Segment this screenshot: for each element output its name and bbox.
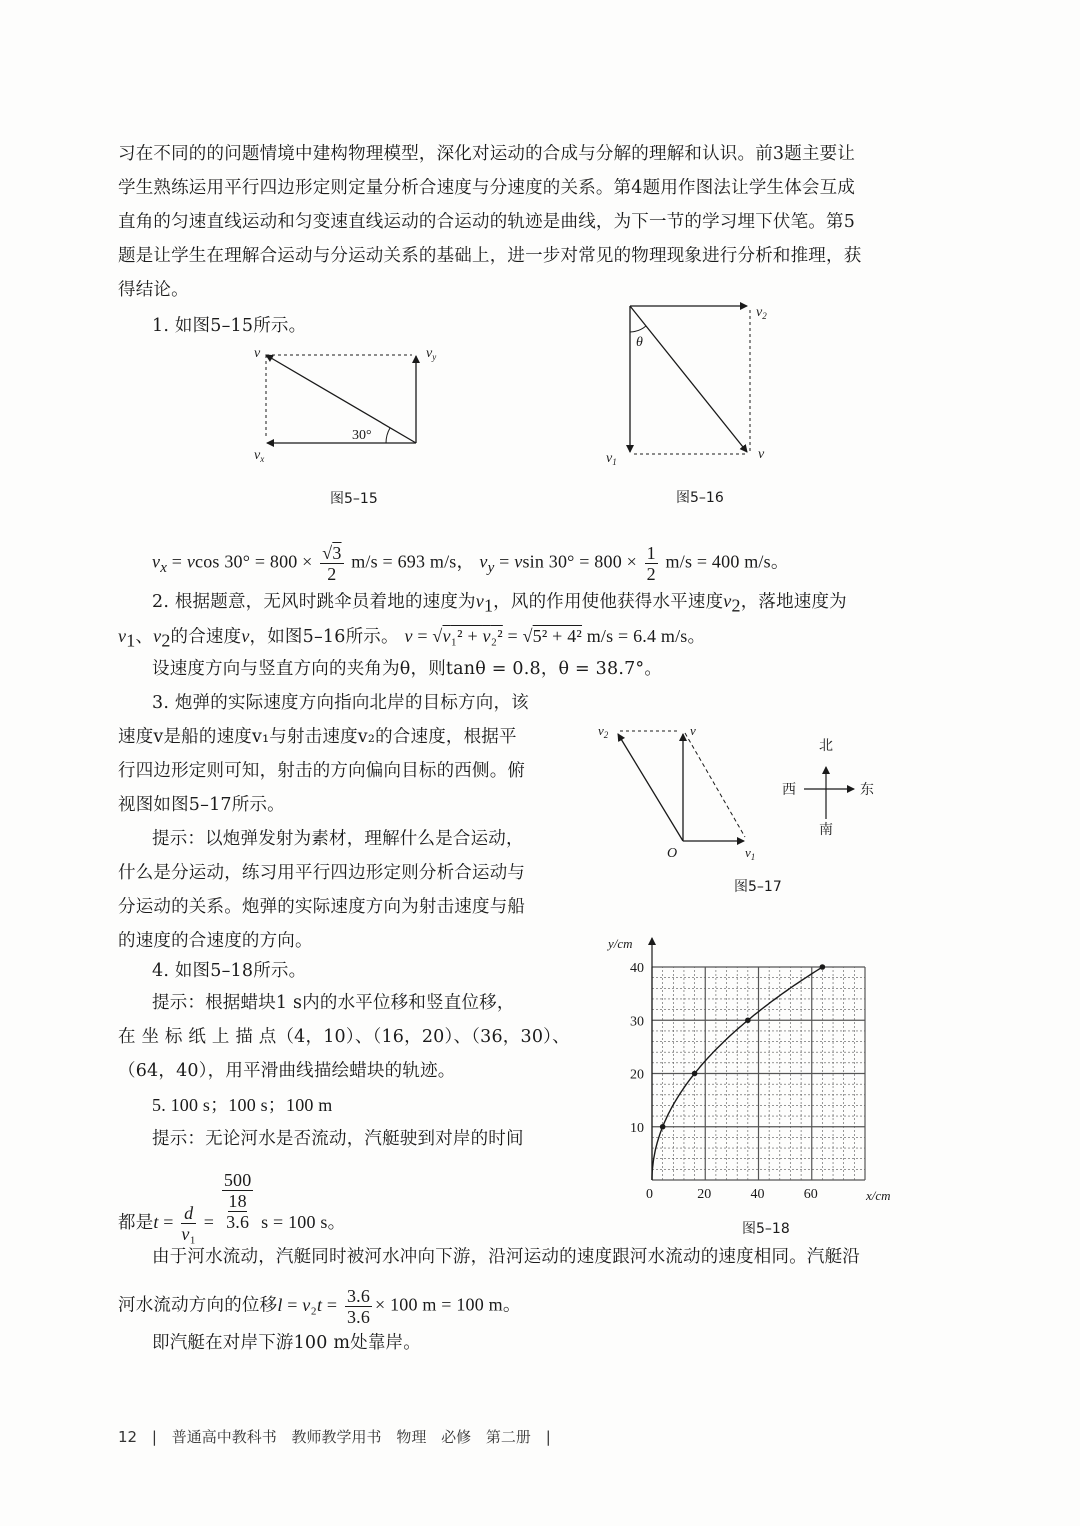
label-v1: $v_1$: [606, 451, 617, 467]
q2-text-e: ，如图5–16所示。: [249, 627, 399, 647]
q2-line-1: 2. 根据题意，无风时跳伞员着地的速度为$v_1$，风的作用使他获得水平速度$v_2$，落地速度为: [152, 591, 847, 616]
angle-label: 30°: [352, 428, 372, 443]
q5-equation: 都是t = $\frac{d}{\text{v₁}}$ = 500 18 3.6 s = 100 s。: [118, 1170, 346, 1245]
q5-para3-result: × 100 m = 100 m。: [375, 1294, 522, 1315]
label-v: v: [758, 447, 765, 462]
q1-text: 1. 如图5–15所示。: [152, 316, 307, 336]
intro-line-4: 题是让学生在理解合运动与分运动关系的基础上，进一步对常见的物理现象进行分析和推理，获: [118, 246, 862, 266]
y-tick-label: 40: [630, 961, 644, 976]
q5-eq-result: s = 100 s。: [261, 1212, 346, 1232]
x-axis-label: x/cm: [866, 1188, 891, 1203]
footer-sep-end: |: [545, 1428, 551, 1446]
q3-hint-2: 什么是分运动，练习用平行四边形定则分析合运动与: [118, 863, 526, 883]
compass-south: 南: [819, 822, 833, 838]
intro-line-3: 直角的匀速直线运动和匀变速直线运动的合运动的轨迹是曲线，为下一节的学习埋下伏笔。第5: [118, 212, 856, 232]
v2-vector: [618, 734, 683, 841]
page-footer: [118, 1426, 561, 1447]
intro-line-1: 习在不同的的问题情境中建构物理模型，深化对运动的合成与分解的理解和认识。前3题主要让: [118, 144, 856, 164]
footer-sep: |: [151, 1428, 157, 1446]
footer-book: 普通高中教科书: [171, 1428, 277, 1446]
label-v: v: [690, 723, 696, 738]
label-v2: $v_2$: [598, 723, 609, 740]
q4-hint-2: 在 坐 标 纸 上 描 点（4，10）、（16，20）、（36，30）、: [118, 1027, 570, 1047]
angle-arc: [386, 428, 390, 443]
q3-line-2: 速度v是船的速度v₁与射击速度v₂的合速度，根据平: [118, 727, 517, 747]
data-points: [660, 964, 825, 1129]
q3-line-3: 行四边形定则可知，射击的方向偏向目标的西侧。俯: [118, 761, 526, 781]
q3-hint-4: 的速度的合速度的方向。: [118, 931, 313, 951]
q2-line-3: 设速度方向与竖直方向的夹角为θ，则tanθ = 0.8，θ = 38.7°。: [152, 659, 663, 679]
q3-hint-3: 分运动的关系。炮弹的实际速度方向为射击速度与船: [118, 897, 526, 917]
q3-line-4: 视图如图5–17所示。: [118, 795, 285, 815]
x-tick-label: 20: [697, 1187, 712, 1202]
q4-hint-3: （64，40），用平滑曲线描绘蜡块的轨迹。: [118, 1061, 456, 1081]
compass-east: 东: [860, 782, 874, 798]
q5-text: 5. 100 s；100 s；100 m: [152, 1095, 333, 1115]
q5-para-4: 即汽艇在对岸下游100 m处靠岸。: [152, 1333, 421, 1353]
x-tick-label: 0: [646, 1187, 653, 1202]
fig-5-16-caption: 图5–16: [676, 490, 724, 506]
compass-west: 西: [782, 782, 796, 798]
label-origin: O: [667, 846, 678, 861]
tick-labels: [630, 961, 818, 1202]
label-v2: $v_2$: [756, 305, 767, 321]
q2-text-d: 的合速度: [170, 627, 242, 647]
footer-subtitle: 教师教学用书: [291, 1428, 382, 1446]
figure-5-16: [600, 292, 790, 514]
q2-result: m/s = 6.4 m/s。: [586, 626, 706, 646]
fig-5-17-caption: 图5–17: [734, 879, 782, 895]
label-vy: $v_y$: [426, 346, 437, 362]
y-axis-label: y/cm: [608, 936, 633, 951]
fig-5-15-caption: 图5–15: [330, 491, 378, 507]
x-tick-label: 40: [750, 1187, 765, 1202]
angle-theta: θ: [636, 335, 643, 350]
y-tick-label: 20: [630, 1067, 644, 1083]
label-v1: $v_1$: [745, 845, 756, 862]
intro-line-5: 得结论。: [118, 280, 189, 300]
q3-hint-1: 提示：以炮弹发射为素材，理解什么是合运动，: [152, 829, 524, 849]
y-tick-label: 10: [630, 1120, 644, 1136]
footer-subject: 物理: [396, 1428, 427, 1446]
figure-5-17: [590, 715, 920, 900]
q2-line-2: $v_1$、$v_2$的合速度v，如图5–16所示。 v = √v₁² + v₂² = √5² + 4² m/s = 6.4 m/s。: [118, 626, 706, 651]
data-point: [660, 1124, 666, 1130]
data-point: [820, 964, 826, 970]
x-tick-label: 60: [803, 1187, 818, 1202]
q2-text-b: ，风的作用使他获得水平速度: [493, 592, 724, 612]
dashed-right: [685, 733, 745, 837]
data-point: [745, 1017, 751, 1023]
intro-line-2: 学生熟练运用平行四边形定则定量分析合速度与分速度的关系。第4题用作图法让学生体会互成: [118, 178, 856, 198]
data-point: [692, 1071, 698, 1077]
q4-hint-1: 提示：根据蜡块1 s内的水平位移和竖直位移，: [152, 993, 515, 1013]
q5-para-3: 河水流动方向的位移l = v₂t = $\frac{3.6}{3.6}$ × 100 m = 100 m。: [118, 1286, 522, 1327]
q5-para3-prefix: 河水流动方向的位移: [118, 1295, 278, 1316]
q1-equation: $v_x = vcos$ 30° = 800 × $\frac{√3}{2}$ m/s = 693 m/s， $v_y = vsin$ 30° = 800 × $\frac{1}{2}$ m/s = 400 m/s。: [152, 543, 790, 584]
figure-5-15: [240, 335, 450, 515]
label-vx: $v_x$: [254, 448, 265, 464]
y-tick-label: 30: [630, 1014, 644, 1030]
q5-hint: 提示：无论河水是否流动，汽艇驶到对岸的时间: [152, 1129, 524, 1149]
angle-arc: [630, 326, 646, 332]
v-vector: [266, 355, 416, 443]
q4-text: 4. 如图5–18所示。: [152, 961, 307, 981]
q2-text-a: 2. 根据题意，无风时跳伞员着地的速度为: [152, 592, 476, 612]
q5-para-2: 由于河水流动，汽艇同时被河水冲向下游，沿河运动的速度跟河水流动的速度相同。汽艇沿: [152, 1247, 860, 1267]
q3-line-1: 3. 炮弹的实际速度方向指向北岸的目标方向，该: [152, 693, 529, 713]
fig-5-18-caption: 图5–18: [742, 1221, 790, 1237]
compass-north: 北: [819, 738, 833, 754]
q2-text-c: ，落地速度为: [740, 592, 847, 612]
q5-eq-prefix: 都是: [118, 1213, 154, 1233]
label-v: v: [254, 346, 261, 361]
v-vector: [630, 306, 747, 452]
footer-type: 必修: [441, 1428, 472, 1446]
figure-5-18-chart: [600, 930, 920, 1240]
page-number: 12: [118, 1428, 138, 1446]
footer-volume: 第二册: [485, 1428, 531, 1446]
